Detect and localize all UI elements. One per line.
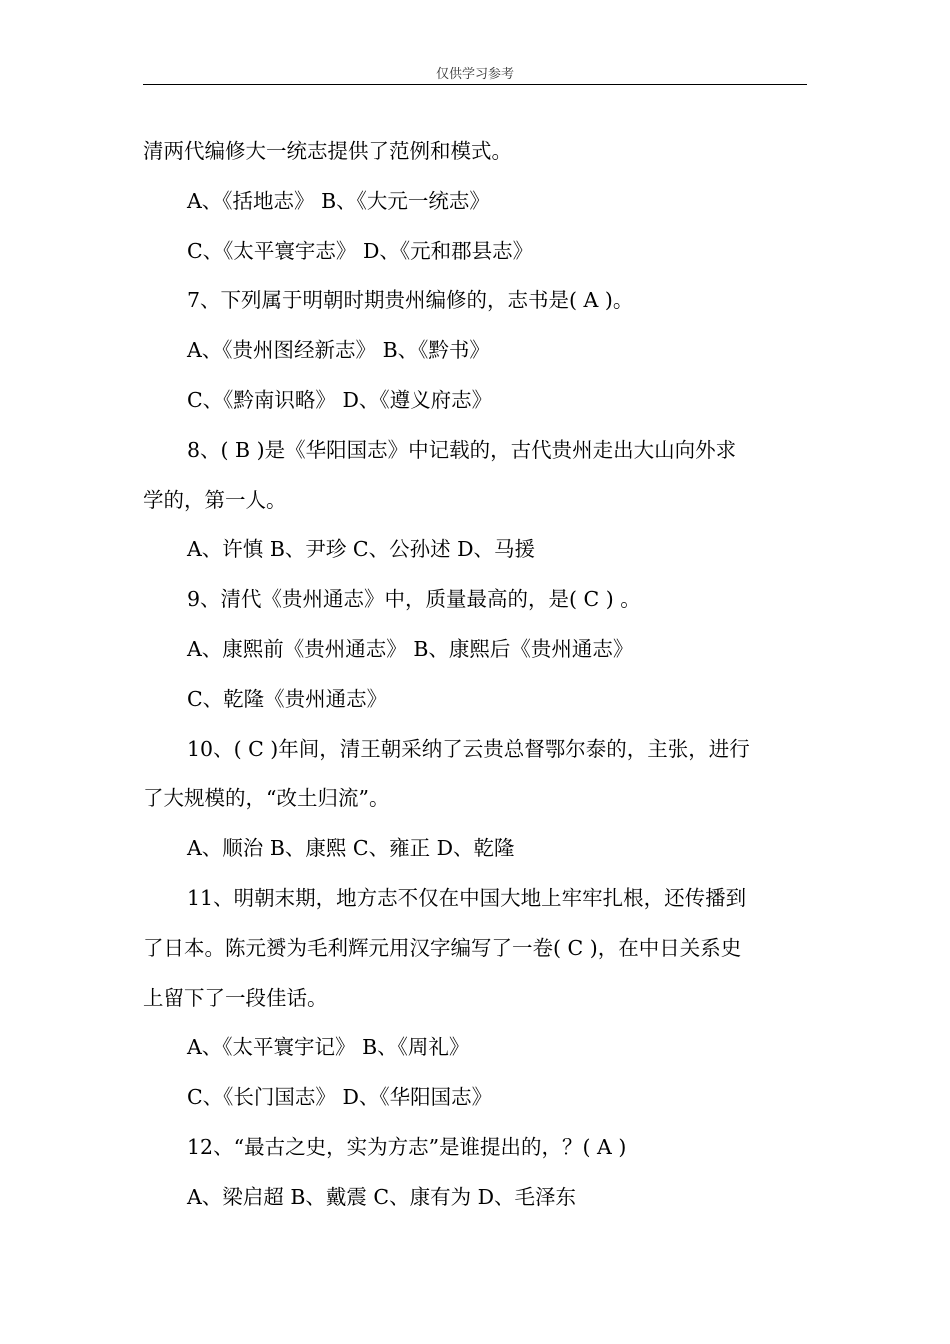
answer-options: C、《长门国志》 D、《华阳国志》 (187, 1085, 493, 1110)
question-12: 12、“最古之史，实为方志”是谁提出的，？( A ) (187, 1134, 627, 1159)
answer-options: A、《太平寰宇记》 B、《周礼》 (187, 1035, 470, 1060)
question-7: 7、下列属于明朝时期贵州编修的，志书是( A )。 (187, 288, 634, 313)
answer-options: C、乾隆《贵州通志》 (187, 686, 388, 711)
question-10-continued: 了大规模的，“改土归流”。 (143, 786, 390, 811)
answer-options: A、《贵州图经新志》 B、《黔书》 (187, 338, 490, 363)
answer-options: A、梁启超 B、戴震 C、康有为 D、毛泽东 (187, 1184, 577, 1209)
answer-options: A、顺治 B、康熙 C、雍正 D、乾隆 (187, 836, 515, 861)
header-rule (143, 84, 807, 85)
question-8-continued: 学的，第一人。 (143, 487, 287, 512)
question-8: 8、( B )是《华阳国志》中记载的，古代贵州走出大山向外求 (187, 437, 737, 462)
question-11-continued: 上留下了一段佳话。 (143, 985, 328, 1010)
question-10: 10、( C )年间，清王朝采纳了云贵总督鄂尔泰的，主张，进行 (187, 736, 750, 761)
document-body (143, 127, 807, 1223)
question-11-continued: 了日本。陈元赟为毛利辉元用汉字编写了一卷( C )，在中日关系史 (143, 935, 742, 960)
answer-options: C、《太平寰宇志》 D、《元和郡县志》 (187, 238, 534, 263)
answer-options: A、康熙前《贵州通志》 B、康熙后《贵州通志》 (187, 636, 634, 661)
answer-options: A、《括地志》 B、《大元一统志》 (187, 188, 490, 213)
question-11: 11、明朝末期，地方志不仅在中国大地上牢牢扎根，还传播到 (187, 885, 747, 910)
answer-options: A、许慎 B、尹珍 C、公孙述 D、马援 (187, 537, 536, 562)
answer-options: C、《黔南识略》 D、《遵义府志》 (187, 387, 493, 412)
text-line: 清两代编修大一统志提供了范例和模式。 (143, 139, 512, 163)
page-header: 仅供学习参考 (435, 67, 514, 82)
question-9: 9、清代《贵州通志》中，质量最高的，是( C ) 。 (187, 587, 641, 612)
